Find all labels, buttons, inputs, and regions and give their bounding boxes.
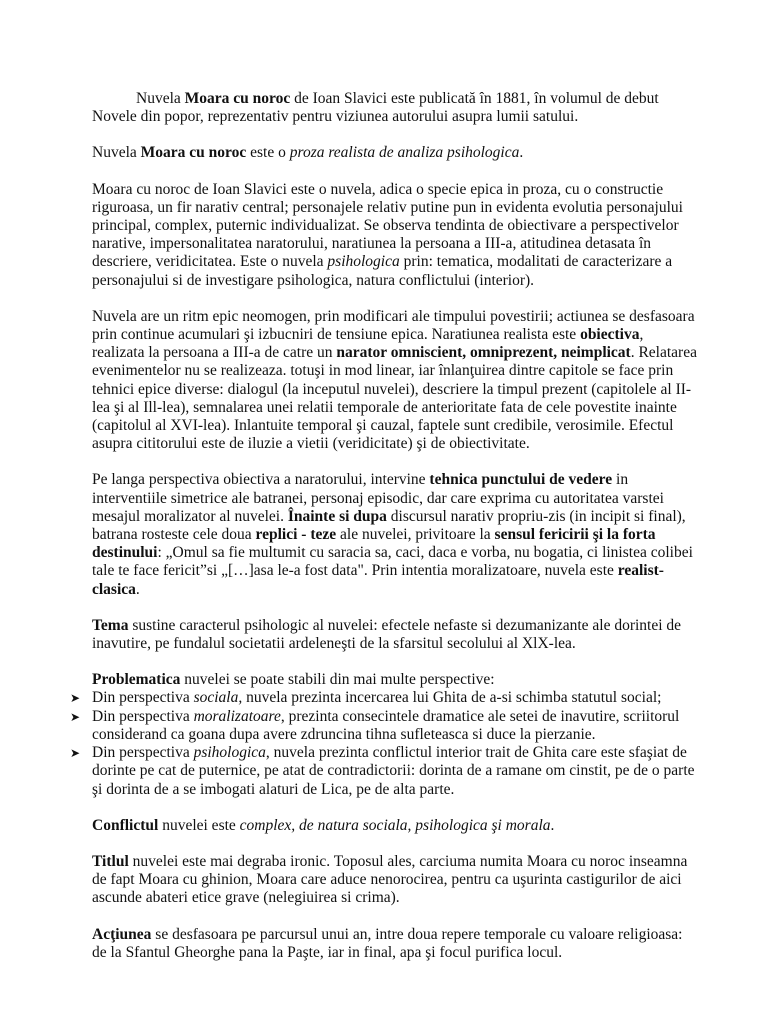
italic-emphasis: complex, de natura sociala, psihologica şi morala — [239, 816, 551, 834]
section-label: Acţiunea — [92, 925, 152, 943]
text: Din perspectiva — [92, 707, 194, 725]
arrow-right-icon: ➤ — [70, 746, 81, 761]
italic-emphasis: moralizatoare — [193, 707, 281, 725]
text: : „Omul sa fie multumit cu saracia sa, caci, daca e vorba, nu bogatia, ci linistea colibei tale te face fericit”si „[…]asa le-a fost data". Prin intentia moralizatoare, nuvela este — [92, 544, 693, 580]
list-item — [70, 689, 698, 707]
paragraph-conflictul — [92, 817, 698, 835]
problematica-list — [70, 689, 698, 798]
text: Din perspectiva — [92, 689, 194, 707]
genre-emphasis: proza realista de analiza psihologica — [289, 144, 520, 162]
paragraph-perspective — [92, 471, 698, 598]
text: este o — [246, 144, 290, 162]
paragraph-tema — [92, 617, 698, 653]
section-label: Conflictul — [92, 816, 159, 834]
section-label: Tema — [92, 616, 129, 634]
paragraph-actiunea — [92, 926, 698, 962]
title-emphasis: Moara cu noroc — [140, 144, 247, 162]
paragraph-description — [92, 181, 698, 290]
text: nuvelei este mai degraba ironic. Toposul ales, carciuma numita Moara cu noroc inseamna de fapt Moara cu ghinion, Moara care aduce nenorocirea, pentru ca uşurinta castigurilor de aici ascunde abateri etice grave (nelegiuirea si crima). — [92, 852, 688, 907]
text: Nuvela are un ritm epic neomogen, prin modificari ale timpului povestirii; actiunea se desfasoara prin continue acumulari şi izbucniri de tensiune epica. Naratiunea realista este — [92, 307, 695, 344]
paragraph-intro — [92, 90, 698, 126]
bold-emphasis: obiectiva — [580, 326, 640, 344]
list-item — [70, 707, 698, 744]
text: discursul narativ propriu-zis (in incipit si final), batrana rosteste cele doua — [92, 507, 686, 544]
text: . — [519, 144, 524, 162]
bold-emphasis: realist-clasica — [92, 562, 664, 598]
bold-emphasis: narator omniscient, omniprezent, neimplicat — [336, 344, 631, 362]
title-emphasis: Moara cu noroc — [184, 90, 291, 107]
bold-emphasis: sensul fericirii şi la forta destinului — [92, 526, 656, 562]
text: se desfasoara pe parcursul unui an, intre doua repere temporale cu valoare religioasa: de la Sfantul Gheorghe pana la Paşte, iar in final, apa şi focul purifica locul. — [92, 925, 683, 961]
paragraph-titlul — [92, 853, 698, 908]
text: Nuvela — [136, 90, 185, 107]
text: Din perspectiva — [92, 744, 194, 762]
text: Nuvela — [92, 144, 141, 162]
text: . — [550, 816, 555, 834]
bold-emphasis: Înainte si dupa — [287, 507, 387, 525]
section-label: Problematica — [92, 671, 181, 689]
paragraph-narration — [92, 308, 698, 454]
text: nuvelei este — [158, 816, 240, 834]
text: Moara cu noroc de Ioan Slavici este o nuvela, adica o specie epica in proza, cu o constructie riguroasa, un fir narativ central; personajele relativ putine pun in evidenta evolutia personajului principal, complex, puternic individualizat. Se observa tendinta de obiectivare a perspectivelor narative, impersonalitatea naratorului, naratiunea la persoana a III-a, atitudinea detasata în descriere, veridicitatea. Este o nuvela — [92, 180, 683, 271]
text: sustine caracterul psihologic al nuvelei: efectele nefaste si dezumanizante ale dorintei de inavutire, pe fundalul societatii ardeleneşti de la sfarsitul secolului al XlX-lea. — [92, 616, 682, 653]
italic-emphasis: sociala, — [193, 689, 243, 707]
arrow-right-icon: ➤ — [70, 691, 81, 706]
paragraph-problematica — [92, 671, 698, 689]
bold-emphasis: tehnica punctului de vedere — [429, 471, 613, 489]
text: nuvelei se poate stabili din mai multe perspective: — [180, 671, 495, 689]
text: , prezinta consecintele dramatice ale setei de inavutire, scriitorul considerand ca goana dupa avere zdruncina tihna sufleteasca si duce la pierzanie. — [92, 707, 680, 743]
paragraph-genre — [92, 144, 698, 162]
text: , realizata la persoana a III-a de catre un — [92, 326, 644, 362]
text: prin: tematica, modalitati de caracterizare a personajului si de investigare psihologica, natura conflictului (interior). — [92, 253, 673, 289]
text: in interventiile simetrice ale batranei, personaj episodic, dar care exprima cu autoritatea varstei mesajul moralizator al nuvelei. — [92, 471, 664, 525]
text: . Relatarea evenimentelor nu se realizeaza. totuşi in mod linear, iar înlanţuirea dintre capitole se face prin tehnici epice diverse: dialogul (la inceputul nuvelei), descriere la timpul prezent (capitolele al II-lea şi al Ill-lea), semnalarea unei relatii temporale de anterioritate fata de cele povestite inainte (capitolul al XVI-lea). Inlantuite temporal şi cauzal, faptele sunt credibile, verosimile. Efectul asupra cititorului este de iluzie a vietii (veridicitate) şi de obiectivitate. — [92, 344, 697, 453]
section-label: Titlul — [92, 852, 129, 870]
text: Pe langa perspectiva obiectiva a naratorului, intervine — [92, 471, 430, 489]
text: ale nuvelei, privitoare la — [336, 526, 495, 544]
list-item — [70, 744, 698, 799]
italic-emphasis: psihologica — [327, 253, 400, 271]
bold-emphasis: replici - teze — [255, 526, 337, 544]
text: , nuvela prezinta conflictul interior trait de Ghita care este sfaşiat de dorinte pe cat de puternice, pe atat de contradictorii: dorinta de a ramane om cinstit, pe de o parte şi dorinta de a se imbogati alaturi de Lica, pe de alta parte. — [92, 744, 695, 798]
arrow-right-icon: ➤ — [70, 709, 81, 724]
text: . — [135, 580, 140, 598]
text: de Ioan Slavici este publicată în 1881, în volumul de debut Novele din popor, reprezentativ pentru viziunea autorului asupra lumii satului. — [92, 90, 659, 126]
italic-emphasis: psihologica — [193, 744, 266, 762]
text: nuvela prezinta incercarea lui Ghita de a-si schimba statutul social; — [242, 689, 662, 707]
